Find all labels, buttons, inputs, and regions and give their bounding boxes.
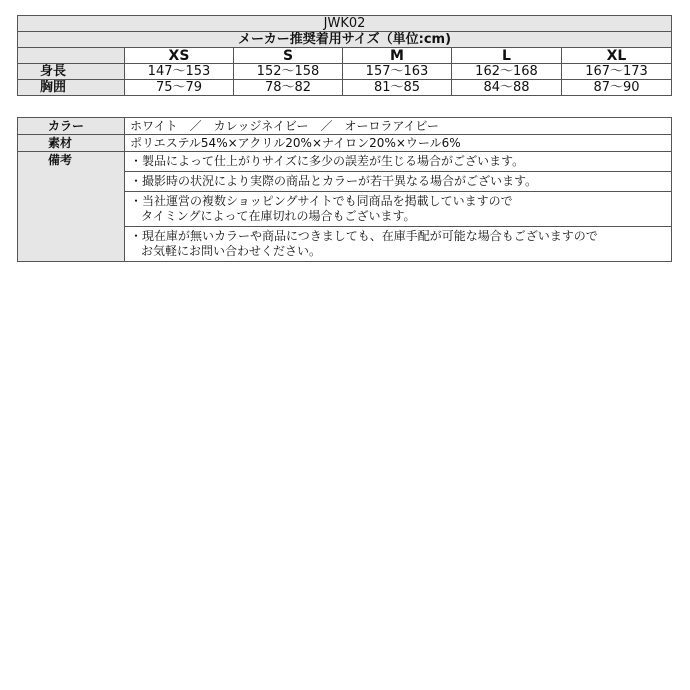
size-chart-table	[17, 15, 672, 96]
size-header-xs: XS	[125, 48, 234, 64]
color-row	[18, 118, 672, 135]
note-4-line-2: お気軽にお問い合わせください。	[141, 244, 322, 258]
height-label: 身長	[18, 64, 125, 80]
height-xs: 147〜153	[125, 64, 234, 80]
size-header-l: L	[452, 48, 562, 64]
material-value: ポリエステル54%×アクリル20%×ナイロン20%×ウール6%	[125, 135, 672, 152]
chest-m: 81〜85	[343, 80, 452, 96]
material-label: 素材	[18, 135, 125, 152]
chest-label: 胸囲	[18, 80, 125, 96]
notes-label: 備考	[18, 152, 125, 262]
height-m: 157〜163	[343, 64, 452, 80]
color-value: ホワイト ／ カレッジネイビー ／ オーロラアイビー	[125, 118, 672, 135]
size-header-s: S	[234, 48, 343, 64]
color-label: カラー	[18, 118, 125, 135]
height-xl: 167〜173	[562, 64, 672, 80]
height-row	[18, 64, 672, 80]
note-2	[125, 172, 672, 192]
note-4-line-1: ・現在庫が無いカラーや商品につきましても、在庫手配が可能な場合もございますので	[130, 229, 598, 243]
chest-row	[18, 80, 672, 96]
size-header-m: M	[343, 48, 452, 64]
height-l: 162〜168	[452, 64, 562, 80]
size-chart-title: メーカー推奨着用サイズ（単位:cm)	[18, 32, 672, 48]
product-code-row	[18, 16, 672, 32]
size-header-xl: XL	[562, 48, 672, 64]
chest-xs: 75〜79	[125, 80, 234, 96]
chest-xl: 87〜90	[562, 80, 672, 96]
height-s: 152〜158	[234, 64, 343, 80]
product-info-table	[17, 117, 672, 262]
note-2-line-1: ・撮影時の状況により実際の商品とカラーが若干異なる場合がございます。	[130, 174, 538, 188]
size-header-corner	[18, 48, 125, 64]
note-3	[125, 192, 672, 227]
size-header-row	[18, 48, 672, 64]
product-code: JWK02	[18, 16, 672, 32]
note-3-line-2: タイミングによって在庫切れの場合もございます。	[141, 209, 416, 223]
note-4	[125, 227, 672, 262]
size-chart-title-row	[18, 32, 672, 48]
material-row	[18, 135, 672, 152]
note-3-line-1: ・当社運営の複数ショッピングサイトでも同商品を掲載していますので	[130, 194, 513, 208]
note-1	[125, 152, 672, 172]
chest-s: 78〜82	[234, 80, 343, 96]
chest-l: 84〜88	[452, 80, 562, 96]
notes-row-1	[18, 152, 672, 172]
note-1-line-1: ・製品によって仕上がりサイズに多少の誤差が生じる場合がございます。	[130, 154, 525, 168]
